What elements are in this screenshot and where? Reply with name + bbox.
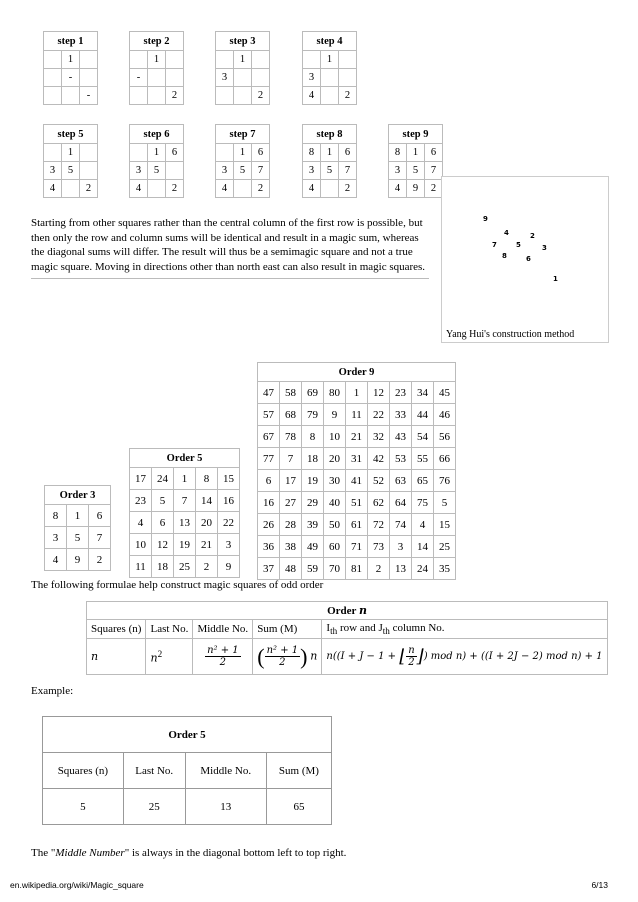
example-value-squares: 5 <box>43 789 124 825</box>
example-header-last: Last No. <box>123 753 185 789</box>
square-cell: 1 <box>346 382 368 404</box>
step-cell <box>166 69 184 87</box>
square-cell: 47 <box>258 382 280 404</box>
example-header-squares: Squares (n) <box>43 753 124 789</box>
example-value-last: 25 <box>123 789 185 825</box>
square-cell: 5 <box>67 527 89 549</box>
step-cell <box>216 51 234 69</box>
step-cell: - <box>80 87 98 105</box>
square-cell: 42 <box>368 448 390 470</box>
square-cell: 20 <box>324 448 346 470</box>
step-cell <box>321 180 339 198</box>
step-cell: 3 <box>389 162 407 180</box>
formula-header-middle: Middle No. <box>193 620 253 639</box>
step-cell: 1 <box>148 144 166 162</box>
square-cell: 60 <box>324 536 346 558</box>
square-cell: 43 <box>390 426 412 448</box>
step-cell: 2 <box>339 180 357 198</box>
step-cell <box>80 162 98 180</box>
square-cell: 30 <box>324 470 346 492</box>
square-cell: 4 <box>412 514 434 536</box>
square-cell: 49 <box>302 536 324 558</box>
step-cell: 3 <box>216 69 234 87</box>
square-cell: 81 <box>346 558 368 580</box>
square-cell: 35 <box>434 558 456 580</box>
step-cell <box>303 51 321 69</box>
step-cell: 7 <box>252 162 270 180</box>
step-cell: 6 <box>252 144 270 162</box>
square-cell: 74 <box>390 514 412 536</box>
pos-header-sub2: th <box>382 626 390 637</box>
step-cell: 1 <box>321 51 339 69</box>
formula-header-squares: Squares (n) <box>87 620 146 639</box>
square-cell: 44 <box>412 404 434 426</box>
formula-last-value <box>146 639 193 675</box>
square-cell: 21 <box>196 534 218 556</box>
square-cell: 2 <box>196 556 218 578</box>
step-title: step 6 <box>130 125 184 144</box>
square-cell: 56 <box>434 426 456 448</box>
step-cell: 1 <box>407 144 425 162</box>
step-title: step 2 <box>130 32 184 51</box>
step-cell: 6 <box>166 144 184 162</box>
note-post: " is always in the diagonal bottom left to top right. <box>124 847 347 859</box>
footer-url: en.wikipedia.org/wiki/Magic_square <box>10 880 144 890</box>
step-cell: 2 <box>252 87 270 105</box>
middle-number-note <box>31 846 346 861</box>
step-cell <box>130 87 148 105</box>
step-cell <box>234 69 252 87</box>
step-cell: 1 <box>62 51 80 69</box>
step-cell: 1 <box>234 51 252 69</box>
square-cell: 61 <box>346 514 368 536</box>
square-cell: 11 <box>130 556 152 578</box>
square-cell: 24 <box>412 558 434 580</box>
square-cell: 4 <box>45 549 67 571</box>
middle-fraction <box>205 645 241 668</box>
square-cell: 31 <box>346 448 368 470</box>
step-title: step 7 <box>216 125 270 144</box>
square-cell: 55 <box>412 448 434 470</box>
square-cell: 5 <box>152 490 174 512</box>
square-cell: 48 <box>280 558 302 580</box>
sum-tail: n <box>310 649 318 663</box>
step-cell <box>148 180 166 198</box>
square-cell: 26 <box>258 514 280 536</box>
square-cell: 22 <box>368 404 390 426</box>
figure-digit: 7 <box>492 241 497 249</box>
square-cell: 72 <box>368 514 390 536</box>
square-cell: 8 <box>196 468 218 490</box>
pos-part-a: n((I + J − 1 + <box>326 651 400 663</box>
square-cell: 69 <box>302 382 324 404</box>
example-value-middle: 13 <box>185 789 266 825</box>
step-cell <box>234 87 252 105</box>
formula-title-var: n <box>358 604 367 617</box>
example-header-sum: Sum (M) <box>266 753 331 789</box>
step-cell: 4 <box>303 87 321 105</box>
square-cell: 2 <box>89 549 111 571</box>
square-cell: 36 <box>258 536 280 558</box>
formula-header-last: Last No. <box>146 620 193 639</box>
square-cell: 10 <box>130 534 152 556</box>
formula-position-value: n((I + J − 1 + ⌊ $\frac{n}{2}$ ⌋) mod n) + ((I + 2J − 2) mod n) + 1 <box>322 639 608 675</box>
square-cell: 38 <box>280 536 302 558</box>
example-label: Example: <box>31 685 74 697</box>
square-cell: 3 <box>218 534 240 556</box>
step-table <box>302 124 357 198</box>
square-cell: 29 <box>302 492 324 514</box>
figure-digit: 6 <box>526 255 531 263</box>
example-table <box>42 716 332 825</box>
step-cell: 8 <box>303 144 321 162</box>
pos-frac-den: 2 <box>408 657 415 669</box>
square-cell: 6 <box>152 512 174 534</box>
step-title: step 9 <box>389 125 443 144</box>
square-cell: 9 <box>218 556 240 578</box>
step-cell: 2 <box>252 180 270 198</box>
square-cell: 73 <box>368 536 390 558</box>
step-table <box>302 31 357 105</box>
step-cell <box>321 69 339 87</box>
square-cell: 20 <box>196 512 218 534</box>
square-cell: 8 <box>302 426 324 448</box>
square-cell: 78 <box>280 426 302 448</box>
step-cell: 4 <box>216 180 234 198</box>
figure-image <box>446 181 604 321</box>
square-cell: 34 <box>412 382 434 404</box>
square-cell: 25 <box>174 556 196 578</box>
step-cell: 1 <box>62 144 80 162</box>
figure-digit: 2 <box>530 232 535 240</box>
square-cell: 80 <box>324 382 346 404</box>
step-cell: 1 <box>234 144 252 162</box>
square-title: Order 9 <box>258 363 456 382</box>
formula-table-title <box>87 602 608 620</box>
square-cell: 16 <box>258 492 280 514</box>
step-title: step 8 <box>303 125 357 144</box>
square-cell: 9 <box>324 404 346 426</box>
step-cell: 2 <box>339 87 357 105</box>
square-cell: 58 <box>280 382 302 404</box>
step-cell <box>44 87 62 105</box>
square-cell: 53 <box>390 448 412 470</box>
note-pre: The " <box>31 847 56 859</box>
step-cell <box>80 69 98 87</box>
step-cell: 2 <box>425 180 443 198</box>
pos-header-sub1: th <box>330 626 338 637</box>
step-cell: 5 <box>148 162 166 180</box>
square-cell: 9 <box>67 549 89 571</box>
example-value-sum: 65 <box>266 789 331 825</box>
square-cell: 4 <box>130 512 152 534</box>
square-cell: 39 <box>302 514 324 536</box>
square-cell: 7 <box>89 527 111 549</box>
order-3-square <box>44 485 111 571</box>
square-cell: 21 <box>346 426 368 448</box>
formula-sum-value: ( $\frac{\text{n² + 1}}{2}$ ) n <box>253 639 322 675</box>
step-cell: 4 <box>303 180 321 198</box>
divider <box>31 278 429 279</box>
square-cell: 14 <box>196 490 218 512</box>
step-cell <box>44 144 62 162</box>
square-cell: 64 <box>390 492 412 514</box>
step-table <box>43 124 98 198</box>
square-cell: 3 <box>45 527 67 549</box>
pos-frac-num: n <box>408 645 415 657</box>
square-cell: 6 <box>258 470 280 492</box>
square-cell: 67 <box>258 426 280 448</box>
step-cell: 8 <box>389 144 407 162</box>
square-cell: 8 <box>45 505 67 527</box>
square-cell: 1 <box>174 468 196 490</box>
step-cell: 7 <box>339 162 357 180</box>
figure-digit: 4 <box>504 229 509 237</box>
step-cell: 5 <box>321 162 339 180</box>
square-cell: 6 <box>89 505 111 527</box>
step-cell: 2 <box>80 180 98 198</box>
step-cell <box>234 180 252 198</box>
square-cell: 70 <box>324 558 346 580</box>
step-cell <box>44 69 62 87</box>
order-5-square <box>129 448 240 578</box>
square-cell: 11 <box>346 404 368 426</box>
square-cell: 66 <box>434 448 456 470</box>
example-table-title: Order 5 <box>43 717 332 753</box>
square-cell: 15 <box>218 468 240 490</box>
square-cell: 22 <box>218 512 240 534</box>
square-cell: 76 <box>434 470 456 492</box>
square-cell: 12 <box>152 534 174 556</box>
footer-page: 6/13 <box>591 880 608 890</box>
step-table <box>215 31 270 105</box>
formula-squares-value: n <box>87 639 146 675</box>
figure-caption: Yang Hui's construction method <box>446 329 575 340</box>
sum-denominator: 2 <box>279 657 286 669</box>
figure-digit: 5 <box>516 241 521 249</box>
square-cell: 16 <box>218 490 240 512</box>
square-cell: 13 <box>390 558 412 580</box>
step-cell: - <box>130 69 148 87</box>
square-cell: 33 <box>390 404 412 426</box>
square-cell: 50 <box>324 514 346 536</box>
middle-denominator: 2 <box>219 657 227 669</box>
square-cell: 19 <box>302 470 324 492</box>
step-cell: 5 <box>62 162 80 180</box>
square-cell: 24 <box>152 468 174 490</box>
square-cell: 27 <box>280 492 302 514</box>
step-cell: 4 <box>389 180 407 198</box>
step-cell <box>339 69 357 87</box>
square-cell: 17 <box>130 468 152 490</box>
square-cell: 62 <box>368 492 390 514</box>
square-cell: 2 <box>368 558 390 580</box>
step-cell: 5 <box>407 162 425 180</box>
step-table <box>388 124 443 198</box>
example-header-middle: Middle No. <box>185 753 266 789</box>
square-cell: 25 <box>434 536 456 558</box>
step-cell <box>130 144 148 162</box>
pos-header-mid: row and J <box>337 622 383 634</box>
note-italic: Middle Number <box>55 847 125 859</box>
step-title: step 5 <box>44 125 98 144</box>
step-cell: 2 <box>166 87 184 105</box>
sum-numerator: n² + 1 <box>266 645 299 657</box>
step-title: step 3 <box>216 32 270 51</box>
square-cell: 7 <box>174 490 196 512</box>
figure-digit: 9 <box>483 215 488 223</box>
step-cell <box>339 51 357 69</box>
pos-header-i: I <box>326 622 331 634</box>
step-cell <box>252 69 270 87</box>
step-cell: 7 <box>425 162 443 180</box>
step-cell <box>216 144 234 162</box>
step-cell: 2 <box>166 180 184 198</box>
square-cell: 37 <box>258 558 280 580</box>
step-cell <box>44 51 62 69</box>
square-cell: 23 <box>130 490 152 512</box>
square-cell: 18 <box>152 556 174 578</box>
square-cell: 77 <box>258 448 280 470</box>
square-cell: 45 <box>434 382 456 404</box>
yang-hui-figure <box>441 176 609 343</box>
step-cell: 9 <box>407 180 425 198</box>
figure-digit: 1 <box>553 275 558 283</box>
square-cell: 79 <box>302 404 324 426</box>
square-cell: 52 <box>368 470 390 492</box>
step-cell: 6 <box>425 144 443 162</box>
square-cell: 68 <box>280 404 302 426</box>
square-cell: 75 <box>412 492 434 514</box>
square-cell: 46 <box>434 404 456 426</box>
square-cell: 28 <box>280 514 302 536</box>
square-cell: 54 <box>412 426 434 448</box>
square-cell: 18 <box>302 448 324 470</box>
step-cell: 1 <box>321 144 339 162</box>
formula-table <box>86 601 608 675</box>
square-title: Order 3 <box>45 486 111 505</box>
step-cell <box>166 51 184 69</box>
step-title: step 1 <box>44 32 98 51</box>
step-cell <box>62 87 80 105</box>
step-cell <box>130 51 148 69</box>
last-base: n <box>150 651 158 665</box>
square-title: Order 5 <box>130 449 240 468</box>
formula-header-position <box>322 620 608 639</box>
pos-fraction <box>406 645 416 668</box>
formula-header-sum: Sum (M) <box>253 620 322 639</box>
step-cell: 3 <box>130 162 148 180</box>
square-cell: 7 <box>280 448 302 470</box>
square-cell: 5 <box>434 492 456 514</box>
order-9-square <box>257 362 456 580</box>
square-cell: 23 <box>390 382 412 404</box>
square-cell: 13 <box>174 512 196 534</box>
step-cell: 3 <box>303 69 321 87</box>
step-title: step 4 <box>303 32 357 51</box>
step-cell <box>166 162 184 180</box>
pos-header-post: column No. <box>389 622 445 634</box>
square-cell: 19 <box>174 534 196 556</box>
step-cell: 1 <box>148 51 166 69</box>
square-cell: 12 <box>368 382 390 404</box>
square-cell: 57 <box>258 404 280 426</box>
square-cell: 71 <box>346 536 368 558</box>
figure-digit: 8 <box>502 252 507 260</box>
formula-intro: The following formulae help construct magic squares of odd order <box>31 579 324 591</box>
formula-middle-value <box>193 639 253 675</box>
step-cell <box>80 144 98 162</box>
step-cell <box>321 87 339 105</box>
step-cell <box>62 180 80 198</box>
step-cell: - <box>62 69 80 87</box>
square-cell: 63 <box>390 470 412 492</box>
square-cell: 1 <box>67 505 89 527</box>
pos-part-b: ) mod n) + ((I + 2J − 2) mod n) + 1 <box>423 651 603 663</box>
step-cell <box>148 87 166 105</box>
step-cell: 3 <box>216 162 234 180</box>
semimagic-paragraph: Starting from other squares rather than the central column of the first row is possible, but then only the row and column sums will be identical and result in a magic sum, whereas the diagonal sums will differ. The result will thus be a semimagic square and not a true magic square. Moving in directions other than north east can also result in magic squares. <box>31 217 426 273</box>
step-cell <box>252 51 270 69</box>
step-cell <box>216 87 234 105</box>
square-cell: 51 <box>346 492 368 514</box>
sum-fraction <box>265 645 301 668</box>
step-table <box>129 124 184 198</box>
step-cell: 3 <box>44 162 62 180</box>
figure-digit: 3 <box>542 244 547 252</box>
step-cell <box>80 51 98 69</box>
square-cell: 10 <box>324 426 346 448</box>
step-cell: 3 <box>303 162 321 180</box>
step-cell: 5 <box>234 162 252 180</box>
square-cell: 14 <box>412 536 434 558</box>
step-cell: 4 <box>130 180 148 198</box>
step-cell <box>148 69 166 87</box>
step-table <box>215 124 270 198</box>
step-table <box>129 31 184 105</box>
middle-numerator: n² + 1 <box>207 645 239 657</box>
square-cell: 17 <box>280 470 302 492</box>
formula-title-word: Order <box>327 605 357 617</box>
step-cell: 4 <box>44 180 62 198</box>
square-cell: 65 <box>412 470 434 492</box>
step-table <box>43 31 98 105</box>
step-cell: 6 <box>339 144 357 162</box>
square-cell: 32 <box>368 426 390 448</box>
square-cell: 3 <box>390 536 412 558</box>
square-cell: 15 <box>434 514 456 536</box>
square-cell: 59 <box>302 558 324 580</box>
square-cell: 40 <box>324 492 346 514</box>
square-cell: 41 <box>346 470 368 492</box>
last-exp: 2 <box>157 648 163 659</box>
